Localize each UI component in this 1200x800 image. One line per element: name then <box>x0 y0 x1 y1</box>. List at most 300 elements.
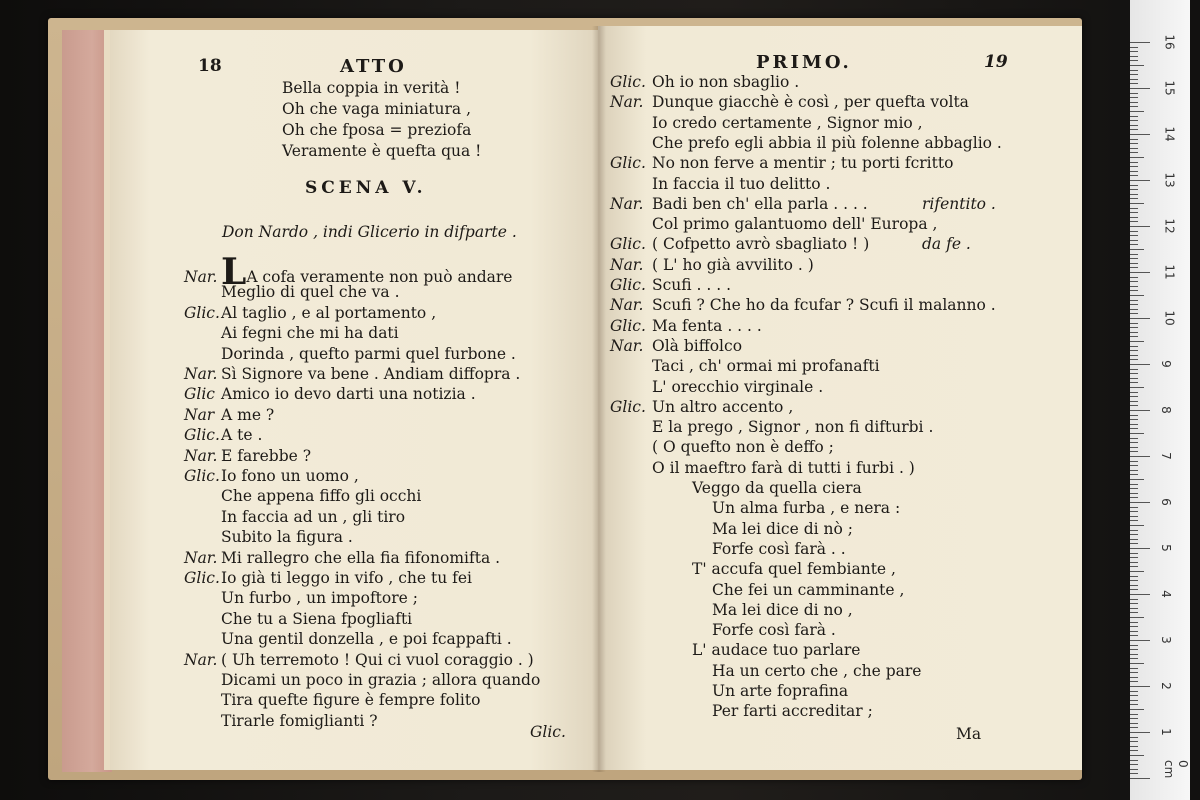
ruler-tick <box>1130 442 1138 443</box>
ruler-tick <box>1130 746 1138 747</box>
ruler-tick <box>1130 474 1138 475</box>
ruler-tick <box>1130 424 1138 425</box>
line-text: Meglio di quel che va . <box>221 283 400 302</box>
ruler-tick <box>1130 530 1138 531</box>
ruler-tick <box>1130 447 1138 448</box>
text-line <box>712 620 836 640</box>
speaker-label: Glic. <box>610 73 646 91</box>
line-text: O il maeftro farà di tutti i furbi . ) <box>652 458 915 477</box>
ruler-tick <box>1130 382 1138 383</box>
ruler-tick <box>1130 594 1150 595</box>
text-line <box>712 701 873 721</box>
ruler-tick <box>1130 603 1138 604</box>
ruler-tick <box>1130 493 1138 494</box>
ruler-tick <box>1130 249 1144 250</box>
line-text: Io fono un uomo , <box>221 467 359 485</box>
ruler-tick <box>1130 622 1138 623</box>
left-catchword: Glic. <box>530 723 566 741</box>
ruler-tick <box>1130 369 1138 370</box>
ruler-tick <box>1130 396 1138 397</box>
text-line <box>652 417 933 437</box>
line-text: Ma lei dice di nò ; <box>712 519 853 538</box>
ruler-number: 12 <box>1162 218 1177 234</box>
line-text: Al taglio , e al portamento , <box>221 303 437 322</box>
speaker-label: Nar. <box>610 296 644 315</box>
text-line <box>282 78 460 98</box>
ruler-tick <box>1130 663 1144 664</box>
speaker-label: Glic. <box>610 397 646 416</box>
ruler-tick <box>1130 764 1138 765</box>
line-text: Ha un certo che , che pare <box>712 661 922 680</box>
speaker-label: Nar. <box>184 548 218 567</box>
ruler-tick <box>1130 419 1138 420</box>
ruler-tick <box>1130 723 1138 724</box>
line-text: Che prefo egli abbia il più folenne abbaglio . <box>652 133 1002 152</box>
ruler-tick <box>1130 180 1150 181</box>
text-line <box>610 194 868 214</box>
line-text: In faccia il tuo delitto . <box>652 174 831 193</box>
ruler-tick <box>1130 479 1144 480</box>
line-text: Forfe così farà . . <box>712 539 846 558</box>
text-line <box>610 153 953 173</box>
ruler-tick <box>1130 212 1138 213</box>
ruler-tick <box>1130 525 1144 526</box>
text-line <box>282 99 471 119</box>
text-line <box>184 568 472 588</box>
ruler-tick <box>1130 599 1138 600</box>
text-line <box>184 405 274 425</box>
text-line <box>221 609 412 629</box>
ruler-tick <box>1130 672 1138 673</box>
ruler-tick <box>1130 267 1138 268</box>
text-line <box>221 711 378 731</box>
ruler-tick <box>1130 175 1138 176</box>
line-text: Un furbo , un impoftore ; <box>221 589 418 608</box>
ruler-tick <box>1130 709 1144 710</box>
ruler-tick <box>1130 102 1138 103</box>
line-text: Io credo certamente , Signor mio , <box>652 113 923 132</box>
ruler-tick <box>1130 295 1144 296</box>
ruler-tick <box>1130 548 1150 549</box>
ruler-tick <box>1130 171 1138 172</box>
text-line <box>221 588 418 608</box>
text-line <box>221 690 480 710</box>
ruler-tick <box>1130 162 1138 163</box>
ruler-number: 16 <box>1162 34 1177 50</box>
text-line <box>221 344 516 364</box>
line-text: Tirarle fomiglianti ? <box>221 711 378 730</box>
ruler-tick <box>1130 277 1138 278</box>
ruler-tick <box>1130 741 1138 742</box>
text-line <box>712 661 921 681</box>
ruler-tick <box>1130 157 1144 158</box>
text-line <box>221 507 405 527</box>
ruler-number: 4 <box>1158 590 1173 598</box>
text-line <box>712 681 848 701</box>
ruler-tick <box>1130 350 1138 351</box>
text-line <box>712 600 853 620</box>
ruler-tick <box>1130 428 1138 429</box>
text-line <box>221 282 400 302</box>
speaker-label: Nar. <box>610 194 644 213</box>
ruler-number: 11 <box>1162 264 1177 280</box>
line-text: Un arte foprafina <box>712 682 849 700</box>
ruler-tick <box>1130 677 1138 678</box>
ruler-tick <box>1130 198 1138 199</box>
text-line <box>184 650 534 670</box>
ruler-tick <box>1130 497 1138 498</box>
ruler-tick <box>1130 263 1138 264</box>
text-line <box>610 397 793 417</box>
ruler-tick <box>1130 47 1138 48</box>
ruler-tick <box>1130 336 1138 337</box>
ruler-tick <box>1130 244 1138 245</box>
ruler-number: 3 <box>1158 636 1173 644</box>
text-line <box>712 580 904 600</box>
ruler-tick <box>1130 778 1150 779</box>
speaker-label: Glic. <box>610 154 646 173</box>
ruler-tick <box>1130 658 1138 659</box>
text-line <box>712 519 853 539</box>
ruler-tick <box>1130 714 1138 715</box>
ruler-tick <box>1130 405 1138 406</box>
aside-direction: da fe . <box>922 235 971 254</box>
line-text: ( O quefto non è deffo ; <box>652 438 834 457</box>
ruler-tick <box>1130 254 1138 255</box>
text-line <box>282 141 481 161</box>
text-line <box>610 316 762 336</box>
line-text: Una gentil donzella , e poi fcappafti . <box>221 630 512 649</box>
text-line <box>652 214 937 234</box>
ruler-tick <box>1130 520 1138 521</box>
ruler-tick <box>1130 755 1144 756</box>
line-text: No non ferve a mentir ; tu porti fcritto <box>652 154 954 173</box>
ruler-number: 9 <box>1158 360 1173 368</box>
ruler-tick <box>1130 718 1138 719</box>
ruler-tick <box>1130 773 1138 774</box>
ruler-number: 8 <box>1158 406 1173 414</box>
text-line <box>692 559 896 579</box>
ruler-tick <box>1130 640 1150 641</box>
text-line <box>652 437 834 457</box>
text-line <box>610 234 869 254</box>
line-text: Sì Signore va bene . Andiam diffopra . <box>221 365 521 383</box>
line-text: Tira quefte figure è fempre folito <box>221 691 481 710</box>
ruler-tick <box>1130 645 1138 646</box>
ruler-tick <box>1130 502 1150 503</box>
speaker-label: Nar. <box>184 650 218 669</box>
text-line <box>610 72 799 92</box>
text-line <box>184 425 262 445</box>
ruler-number: 5 <box>1158 544 1173 552</box>
ruler-tick <box>1130 691 1138 692</box>
text-line <box>610 255 814 275</box>
line-text: Veggo da quella ciera <box>692 479 862 497</box>
ruler-tick <box>1130 700 1138 701</box>
text-line <box>184 364 520 384</box>
line-text: T' accufa quel fembiante , <box>692 560 896 579</box>
ruler-tick <box>1130 60 1138 61</box>
line-text: Oh io non sbaglio . <box>652 73 800 91</box>
text-line <box>712 498 900 518</box>
ruler-number: 14 <box>1162 126 1177 142</box>
ruler-tick <box>1130 152 1138 153</box>
ruler-tick <box>1130 617 1144 618</box>
ruler-tick <box>1130 488 1138 489</box>
ruler-tick <box>1130 695 1138 696</box>
text-line <box>221 527 353 547</box>
ruler-tick <box>1130 571 1144 572</box>
left-running-head: ATTO <box>340 56 407 77</box>
line-text: In faccia ad un , gli tiro <box>221 507 406 526</box>
aside-direction: rifentito . <box>922 194 996 213</box>
ruler-tick <box>1130 88 1150 89</box>
ruler-tick <box>1130 240 1138 241</box>
ruler-tick <box>1130 543 1138 544</box>
ruler-tick <box>1130 608 1138 609</box>
ruler-tick <box>1130 281 1138 282</box>
ruler-tick <box>1130 139 1138 140</box>
line-text: Oh che fposa = preziofa <box>282 121 472 139</box>
ruler-tick <box>1130 415 1138 416</box>
text-line <box>712 539 846 559</box>
line-text: Subito la figura . <box>221 528 353 547</box>
measuring-ruler <box>1130 0 1190 800</box>
ruler-tick <box>1130 355 1138 356</box>
ruler-tick <box>1130 511 1138 512</box>
ruler-tick <box>1130 327 1138 328</box>
text-line <box>184 466 359 486</box>
text-line <box>221 323 399 343</box>
ruler-tick <box>1130 166 1138 167</box>
line-text: E farebbe ? <box>221 446 312 465</box>
ruler-tick <box>1130 143 1138 144</box>
ruler-tick <box>1130 769 1138 770</box>
ruler-tick <box>1130 589 1138 590</box>
line-text: Oh che vaga miniatura , <box>282 100 472 118</box>
text-line <box>221 486 421 506</box>
ruler-tick <box>1130 309 1138 310</box>
ruler-tick <box>1130 346 1138 347</box>
text-line <box>652 133 1002 153</box>
ruler-tick <box>1130 74 1138 75</box>
text-line <box>610 295 996 315</box>
ruler-tick <box>1130 359 1138 360</box>
ruler-tick <box>1130 626 1138 627</box>
line-text: Dunque giacchè è così , per quefta volta <box>652 93 969 112</box>
ruler-number: 15 <box>1162 80 1177 96</box>
ruler-tick <box>1130 534 1138 535</box>
ruler-number: 7 <box>1158 452 1173 460</box>
ruler-tick <box>1130 221 1138 222</box>
ruler-tick <box>1130 332 1138 333</box>
ruler-tick <box>1130 635 1138 636</box>
ruler-tick <box>1130 438 1138 439</box>
text-line <box>692 640 860 660</box>
ruler-number: 1 <box>1158 728 1173 736</box>
ruler-tick <box>1130 79 1138 80</box>
ruler-tick <box>1130 189 1138 190</box>
speaker-label: Nar. <box>610 336 644 355</box>
line-text: Badi ben ch' ella parla . . . . <box>652 194 868 213</box>
speaker-label: Nar. <box>184 268 218 286</box>
line-text: Un altro accento , <box>652 397 794 416</box>
line-text: Forfe così farà . <box>712 621 836 640</box>
line-text: ( L' ho già avvilito . ) <box>652 255 814 274</box>
ruler-tick <box>1130 318 1150 319</box>
ruler-tick <box>1130 727 1138 728</box>
ruler-tick <box>1130 235 1138 236</box>
ruler-tick <box>1130 97 1138 98</box>
ruler-tick <box>1130 507 1138 508</box>
line-text: ( Uh terremoto ! Qui ci vuol coraggio . ) <box>221 650 534 669</box>
ruler-tick <box>1130 562 1138 563</box>
ruler-tick <box>1130 456 1150 457</box>
text-line <box>652 377 823 397</box>
line-text: Ma fenta . . . . <box>652 316 762 335</box>
ruler-number: 10 <box>1162 310 1177 326</box>
line-text: Scufi ? Che ho da fcufar ? Scufi il malanno . <box>652 296 996 315</box>
ruler-tick <box>1130 313 1138 314</box>
ruler-tick <box>1130 323 1138 324</box>
ruler-tick <box>1130 557 1138 558</box>
ruler-number: 13 <box>1162 172 1177 188</box>
ruler-tick <box>1130 364 1150 365</box>
text-line <box>610 275 731 295</box>
line-text: Io già ti leggo in vifo , che tu fei <box>221 569 472 587</box>
ruler-tick <box>1130 148 1138 149</box>
ruler-tick <box>1130 451 1138 452</box>
line-text: E la prego , Signor , non fi difturbi . <box>652 418 934 437</box>
ruler-tick <box>1130 341 1144 342</box>
speaker-label: Glic. <box>184 303 220 322</box>
line-text: Un alma furba , e nera : <box>712 499 901 518</box>
speaker-label: Nar. <box>184 365 218 383</box>
ruler-tick <box>1130 185 1138 186</box>
ruler-tick <box>1130 203 1144 204</box>
line-text: Dorinda , quefto parmi quel furbone . <box>221 344 516 363</box>
line-text: Col primo galantuomo dell' Europa , <box>652 215 938 234</box>
ruler-tick <box>1130 194 1138 195</box>
ruler-tick <box>1130 93 1138 94</box>
drop-cap: L <box>221 251 247 293</box>
ruler-tick <box>1130 129 1138 130</box>
text-line <box>184 303 436 323</box>
ruler-tick <box>1130 668 1138 669</box>
book-gutter <box>592 26 606 772</box>
ruler-tick <box>1130 553 1138 554</box>
ruler-tick <box>1130 516 1138 517</box>
line-text: Che fei un camminante , <box>712 580 905 599</box>
ruler-tick <box>1130 539 1138 540</box>
ruler-tick <box>1130 42 1150 43</box>
ruler-tick <box>1130 470 1138 471</box>
ruler-tick <box>1130 111 1144 112</box>
right-running-head: PRIMO. <box>756 52 852 73</box>
ruler-tick <box>1130 208 1138 209</box>
ruler-tick <box>1130 373 1138 374</box>
text-line <box>282 120 471 140</box>
line-text: Per farti accreditar ; <box>712 702 873 721</box>
scene-title: SCENA V. <box>305 178 427 198</box>
ruler-number: 6 <box>1158 498 1173 506</box>
ruler-tick <box>1130 286 1138 287</box>
speaker-label: Glic. <box>610 316 646 335</box>
ruler-tick <box>1130 304 1138 305</box>
ruler-tick <box>1130 387 1144 388</box>
ruler-tick <box>1130 116 1138 117</box>
ruler-tick <box>1130 231 1138 232</box>
ruler-tick <box>1130 106 1138 107</box>
ruler-tick <box>1130 134 1150 135</box>
ruler-tick <box>1130 392 1138 393</box>
ruler-tick <box>1130 631 1138 632</box>
ruler-tick <box>1130 290 1138 291</box>
speaker-label: Nar. <box>184 446 218 465</box>
line-text: A me ? <box>221 405 275 424</box>
ruler-tick <box>1130 401 1138 402</box>
speaker-label: Nar <box>184 405 215 424</box>
ruler-tick <box>1130 704 1138 705</box>
ruler-tick <box>1130 461 1138 462</box>
text-line <box>610 336 742 356</box>
line-text: Che tu a Siena fpogliafti <box>221 609 413 628</box>
line-text: Veramente è quefta qua ! <box>282 142 482 160</box>
line-text: Ai fegni che mi ha dati <box>221 324 399 343</box>
ruler-tick <box>1130 580 1138 581</box>
ruler-tick <box>1130 686 1150 687</box>
text-line <box>652 113 923 133</box>
speaker-label: Glic <box>184 385 215 404</box>
ruler-tick <box>1130 566 1138 567</box>
ruler-tick <box>1130 56 1138 57</box>
ruler-tick <box>1130 378 1138 379</box>
ruler-tick <box>1130 51 1138 52</box>
ruler-tick <box>1130 732 1150 733</box>
line-text: A te . <box>221 426 263 445</box>
right-page-number: 19 <box>984 52 1008 72</box>
line-text: ( Cofpetto avrò sbagliato ! ) <box>652 235 870 254</box>
text-line <box>184 548 500 568</box>
text-line <box>652 458 915 478</box>
speaker-label: Glic. <box>184 467 220 485</box>
line-text: L' orecchio virginale . <box>652 377 824 396</box>
ruler-tick <box>1130 576 1138 577</box>
line-text: Taci , ch' ormai mi profanafti <box>652 357 880 376</box>
ruler-tick <box>1130 83 1138 84</box>
ruler-tick <box>1130 120 1138 121</box>
line-text: Olà biffolco <box>652 336 743 355</box>
ruler-tick <box>1130 585 1138 586</box>
right-catchword: Ma <box>956 725 982 743</box>
ruler-tick <box>1130 681 1138 682</box>
ruler-tick <box>1130 750 1138 751</box>
text-line <box>184 384 476 404</box>
ruler-tick <box>1130 465 1138 466</box>
text-line <box>221 629 512 649</box>
line-text: Mi rallegro che ella fia fifonomifta . <box>221 548 501 567</box>
line-text: Bella coppia in verità ! <box>282 79 461 97</box>
ruler-tick <box>1130 737 1138 738</box>
ruler-tick <box>1130 226 1150 227</box>
speaker-label: Glic. <box>610 276 646 294</box>
ruler-tick <box>1130 258 1138 259</box>
left-page-number: 18 <box>198 56 222 76</box>
ruler-tick <box>1130 70 1138 71</box>
speaker-label: Glic. <box>610 235 646 254</box>
speaker-label: Nar. <box>610 255 644 274</box>
speaker-label: Glic. <box>184 426 220 445</box>
